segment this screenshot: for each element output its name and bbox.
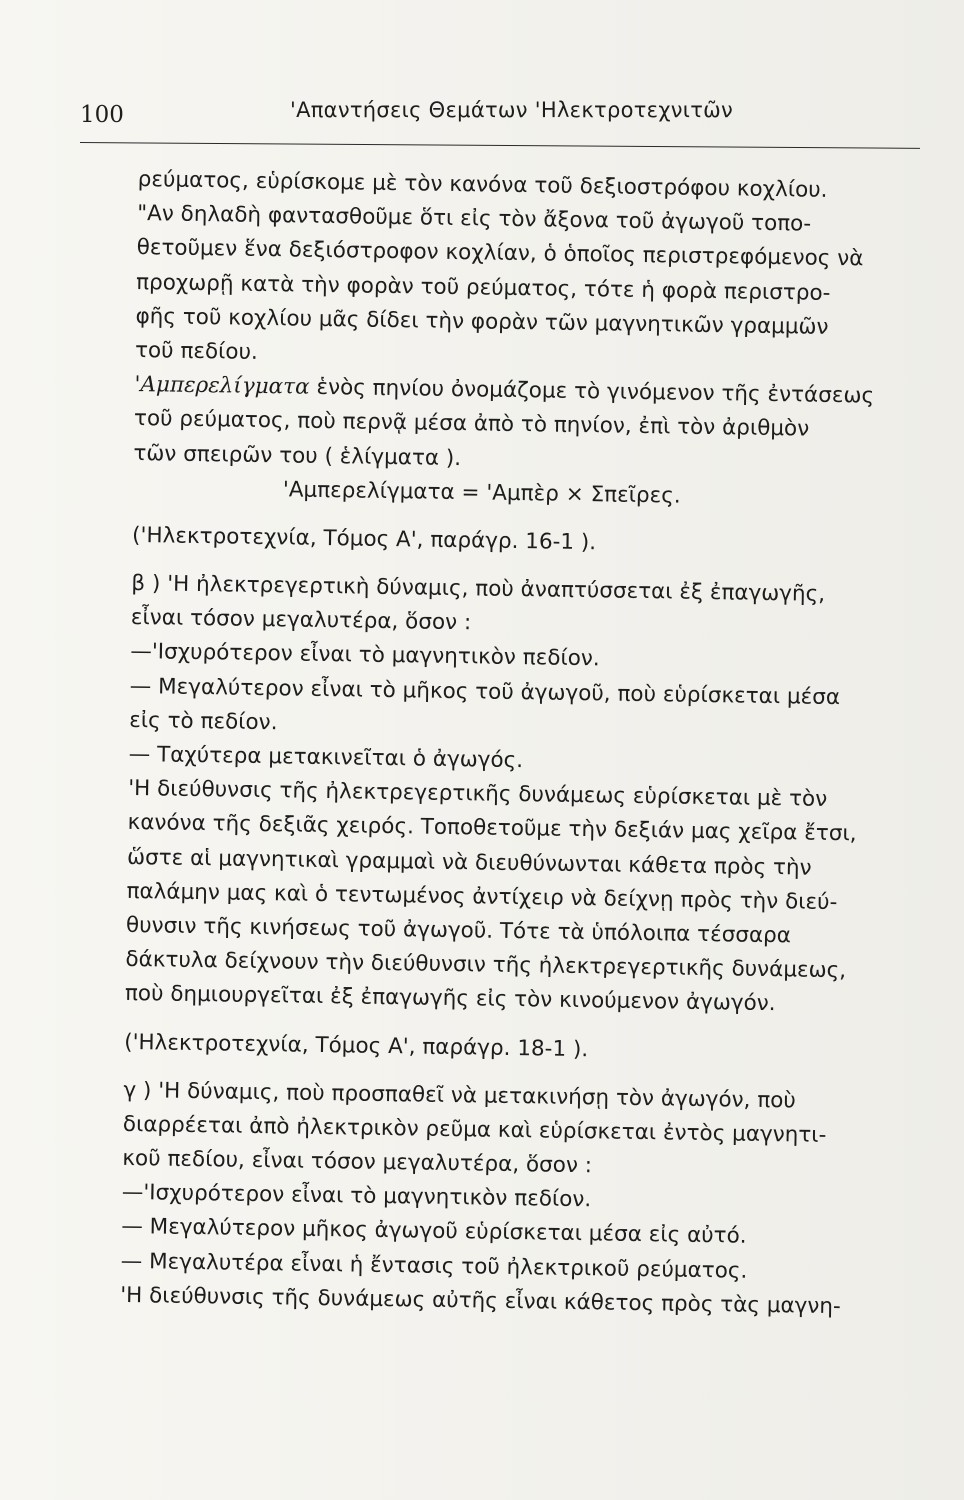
- text-line: 'Η διεύθυνσις τῆς ἠλεκτρεγερτικῆς δυνάμεως εὑρίσκεται μὲ τὸν: [127, 776, 828, 813]
- text-line: δάκτυλα δείχνουν τὴν διεύθυνσιν τῆς ἠλεκτρεγερτικῆς δυνάμεως,: [125, 947, 847, 984]
- page-number: 100: [80, 102, 124, 128]
- text-line: εἰς τὸ πεδίον.: [129, 707, 278, 736]
- text-line: 'Η διεύθυνσις τῆς δυνάμεως αὐτῆς εἶναι κάθετος πρὸς τὰς μαγνη-: [120, 1282, 841, 1319]
- text-line: "Αν δηλαδὴ φαντασθοῦμε ὅτι εἰς τὸν ἄξονα τοῦ ἀγωγοῦ τοπο-: [137, 201, 812, 237]
- text-line: ὥστε αἱ μαγνητικαὶ γραμμαὶ νὰ διευθύνωνται κάθετα πρὸς τὴν: [126, 844, 812, 881]
- text-line: τοῦ πεδίου.: [134, 337, 259, 365]
- formula: 'Αμπερελίγματα = 'Αμπὲρ × Σπεῖρες.: [282, 477, 681, 509]
- reference: ('Ηλεκτροτεχνία, Τόμος Α', παράγρ. 18-1 ).: [123, 1029, 589, 1062]
- text-line: ποὺ δημιουργεῖται ἐξ ἐπαγωγῆς εἰς τὸν κινούμενον ἀγωγόν.: [124, 981, 776, 1017]
- definition-text: ἑνὸς πηνίου ὀνομάζομε τὸ γινόμενον τῆς ἐντάσεως: [316, 374, 875, 409]
- text-line: κανόνα τῆς δεξιᾶς χειρός. Τοποθετοῦμε τὴν δεξιάν μας χεῖρα ἔτσι,: [127, 810, 857, 847]
- list-item: — Μεγαλύτερον εἶναι τὸ μῆκος τοῦ ἀγωγοῦ, ποὺ εὑρίσκεται μέσα: [129, 673, 841, 710]
- text-line: φῆς τοῦ κοχλίου μᾶς δίδει τὴν φορὰν τῶν μαγνητικῶν γραμμῶν: [135, 303, 829, 340]
- list-item: —'Ισχυρότερον εἶναι τὸ μαγνητικὸν πεδίον.: [121, 1180, 592, 1213]
- term-amperelig: 'Αμπερελίγματα: [134, 372, 310, 400]
- list-item: — Μεγαλυτέρα εἶναι ἡ ἔντασις τοῦ ἠλεκτρικοῦ ρεύματος.: [120, 1248, 748, 1284]
- list-item: —'Ισχυρότερον εἶναι τὸ μαγνητικὸν πεδίον.: [130, 639, 600, 672]
- text-line: θυνσιν τῆς κινήσεως τοῦ ἀγωγοῦ. Τότε τὰ ὑπόλοιπα τέσσαρα: [125, 912, 792, 949]
- text-line: κοῦ πεδίου, εἶναι τόσον μεγαλυτέρα, ὅσον :: [122, 1145, 593, 1179]
- page-header: [80, 96, 920, 136]
- text-line: ρεύματος, εὑρίσκομε μὲ τὸν κανόνα τοῦ δεξιοστρόφου κοχλίου.: [137, 166, 828, 203]
- text-line: παλάμην μας καὶ ὁ τεντωμένος ἀντίχειρ νὰ δείχνῃ πρὸς τὴν διεύ-: [126, 878, 838, 915]
- text-line: προχωρῇ κατὰ τὴν φορὰν τοῦ ρεύματος, τότε ἡ φορὰ περιστρο-: [135, 269, 831, 306]
- reference: ('Ηλεκτροτεχνία, Τόμος Α', παράγρ. 16-1 ).: [131, 522, 597, 556]
- text-line: διαρρέεται ἀπὸ ἠλεκτρικὸν ρεῦμα καὶ εὑρίσκεται ἐντὸς μαγνητι-: [122, 1111, 827, 1148]
- text-line: τῶν σπειρῶν του ( ἑλίγματα ).: [133, 440, 462, 471]
- section-gamma-heading: γ ) 'Η δύναμις, ποὺ προσπαθεῖ νὰ μετακινήσῃ τὸν ἀγωγόν, ποὺ: [123, 1077, 797, 1114]
- page-body: [120, 163, 938, 1325]
- list-item: — Μεγαλύτερον μῆκος ἀγωγοῦ εὑρίσκεται μέσα εἰς αὐτό.: [121, 1214, 747, 1250]
- list-item: — Ταχύτερα μετακινεῖται ὁ ἀγωγός.: [128, 741, 524, 774]
- running-title: 'Απαντήσεις Θεμάτων 'Ηλεκτροτεχνιτῶν: [290, 98, 734, 122]
- text-line: τοῦ ρεύματος, ποὺ περνᾷ μέσα ἀπὸ τὸ πηνίον, ἐπὶ τὸν ἀριθμὸν: [133, 406, 810, 442]
- text-line: θετοῦμεν ἕνα δεξιόστροφον κοχλίαν, ὁ ὁποῖος περιστρεφόμενος νὰ: [136, 235, 864, 272]
- header-divider: [80, 142, 920, 149]
- text-line: εἶναι τόσον μεγαλυτέρα, ὅσον :: [130, 605, 472, 636]
- section-beta-heading: β ) 'Η ἠλεκτρεγερτικὴ δύναμις, ποὺ ἀναπτύσσεται ἐξ ἐπαγωγῆς,: [131, 571, 826, 607]
